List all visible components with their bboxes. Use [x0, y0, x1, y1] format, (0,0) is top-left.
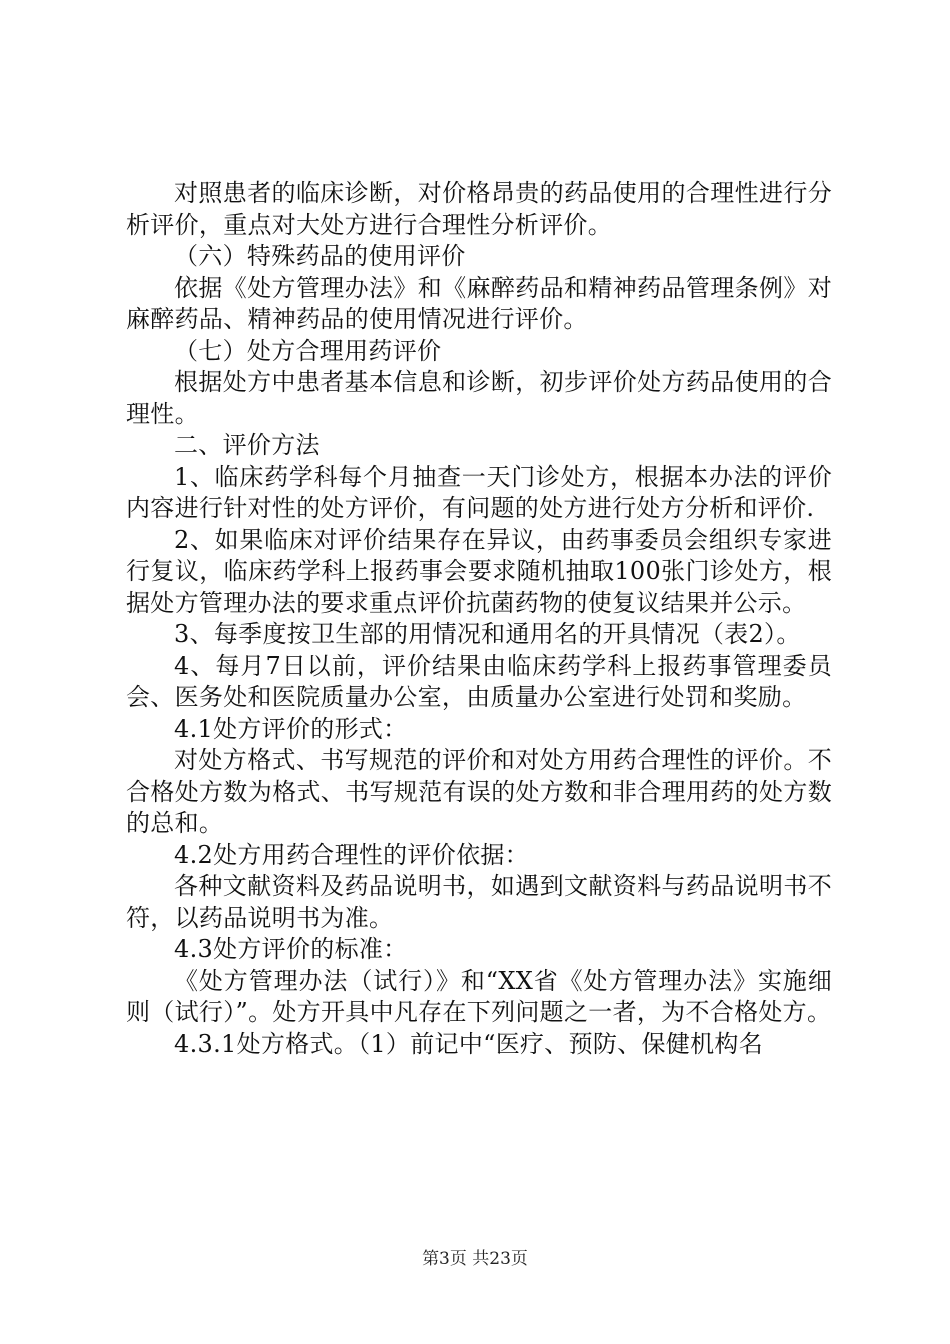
heading-special-drugs: （六）特殊药品的使用评价 — [174, 242, 466, 270]
paragraph-4-2: 各种文献资料及药品说明书，如遇到文献资料与药品说明书不符，以药品说明书为准。 — [126, 872, 832, 932]
heading-4-3: 4.3处方评价的标准： — [174, 935, 408, 963]
page-number-footer: 第3页 共23页 — [422, 1249, 528, 1269]
paragraph-method-3: 3、每季度按卫生部的用情况和通用名的开具情况（表2）。 — [174, 620, 801, 648]
paragraph-expensive-drugs: 对照患者的临床诊断，对价格昂贵的药品使用的合理性进行分析评价，重点对大处方进行合理性分析评价。 — [126, 179, 832, 239]
heading-4-2: 4.2处方用药合理性的评价依据： — [174, 840, 529, 869]
document-body — [126, 178, 832, 1060]
paragraph-rational-use: 根据处方中患者基本信息和诊断，初步评价处方药品使用的合理性。 — [126, 368, 832, 428]
heading-rational-use: （七）处方合理用药评价 — [174, 336, 442, 365]
heading-evaluation-method: 二、评价方法 — [174, 431, 320, 459]
paragraph-4-3: 《处方管理办法（试行）》和“XX省《处方管理办法》实施细则（试行）”。处方开具中凡存在下列问题之一者，为不合格处方。 — [126, 966, 832, 1026]
paragraph-4-1: 对处方格式、书写规范的评价和对处方用药合理性的评价。不合格处方数为格式、书写规范有误的处方数和非合理用药的处方数的总和。 — [126, 746, 832, 837]
paragraph-4-3-1: 4.3.1处方格式。（1）前记中“医疗、预防、保健机构名 — [174, 1029, 764, 1058]
heading-4-1: 4.1处方评价的形式： — [174, 714, 408, 743]
paragraph-special-drugs: 依据《处方管理办法》和《麻醉药品和精神药品管理条例》对麻醉药品、精神药品的使用情况进行评价。 — [126, 273, 832, 333]
paragraph-method-2: 2、如果临床对评价结果存在异议，由药事委员会组织专家进行复议，临床药学科上报药事会要求随机抽取100张门诊处方，根据处方管理办法的要求重点评价抗菌药物的使复议结果并公示。 — [126, 525, 832, 617]
paragraph-method-1: 1、临床药学科每个月抽查一天门诊处方，根据本办法的评价内容进行针对性的处方评价，有问题的处方进行处方分析和评价. — [126, 462, 832, 522]
paragraph-method-4: 4、每月7日以前，评价结果由临床药学科上报药事管理委员会、医务处和医院质量办公室，由质量办公室进行处罚和奖励。 — [126, 651, 832, 711]
